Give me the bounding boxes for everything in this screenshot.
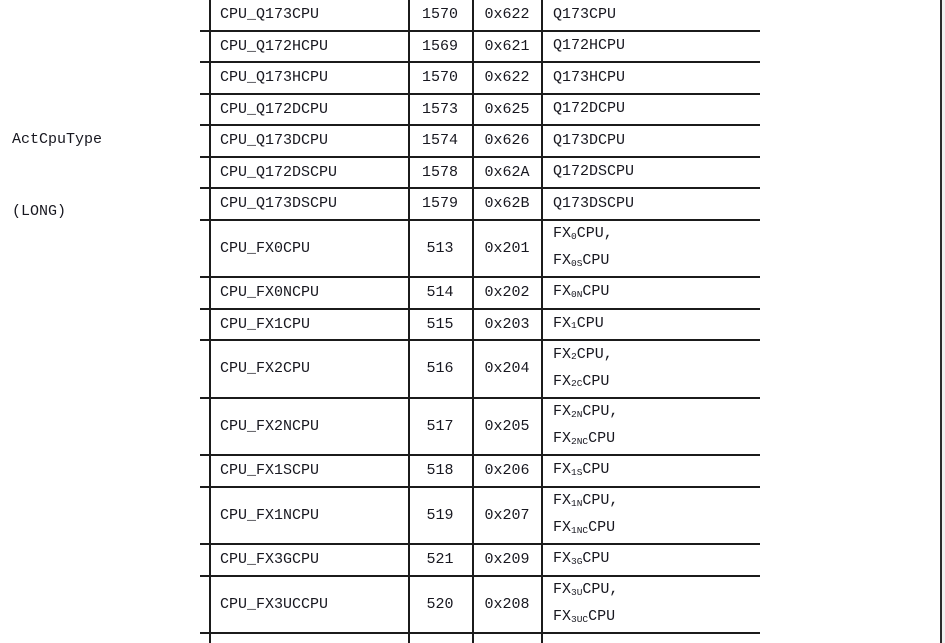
model-text: FX (553, 492, 572, 510)
cell-hex-value: 0x62B (484, 195, 530, 213)
subscript-text: 0N (571, 288, 583, 300)
cpu-description-line (553, 65, 625, 91)
model-text: FX (553, 345, 572, 363)
table-row (200, 488, 760, 546)
cell-cpu-description (542, 158, 760, 188)
subscript-text: 2C (571, 378, 583, 390)
cell-constant-name: CPU_FX1SCPU (220, 462, 320, 480)
cell-cpu-description (542, 278, 760, 308)
cell-hex-value: 0x621 (484, 37, 530, 55)
cell-hex-value: 0x622 (484, 69, 530, 87)
model-text: CPU (582, 372, 610, 390)
model-text: Q173DCPU (553, 131, 626, 149)
table-row (200, 310, 760, 342)
table-column-border (209, 0, 211, 643)
cell-decimal-value: 518 (426, 462, 454, 480)
cell-hex-value: 0x204 (484, 360, 530, 378)
cell-constant-name: CPU_Q172DCPU (220, 100, 329, 118)
model-text: CPU (576, 314, 604, 332)
model-text: FX (553, 403, 572, 421)
cell-decimal-value: 1569 (421, 37, 458, 55)
cell-hex-value: 0x206 (484, 462, 530, 480)
model-text: CPU (582, 283, 610, 301)
table-row (200, 456, 760, 488)
cell-constant-name: CPU_Q172DSCPU (220, 163, 338, 181)
subscript-text: 0S (571, 257, 583, 269)
cell-decimal-value: 519 (426, 506, 454, 524)
subscript-text: 3G (571, 555, 583, 567)
cell-hex-value: 0x625 (484, 100, 530, 118)
cell-constant-name: CPU_Q173DCPU (220, 132, 329, 150)
subscript-text: 3UC (571, 613, 589, 625)
subscript-text: 3U (571, 586, 583, 598)
cell-decimal-value: 516 (426, 360, 454, 378)
table-row (200, 545, 760, 577)
cell-decimal-value: 1574 (421, 132, 458, 150)
model-text: CPU (588, 608, 616, 626)
cell-decimal-value: 521 (426, 551, 454, 569)
cpu-description-line (553, 311, 604, 338)
table-row (200, 221, 760, 279)
subscript-text: 2NC (571, 435, 589, 447)
cell-hex-value: 0x203 (484, 315, 530, 333)
table-column-border (408, 0, 410, 643)
cell-constant-name: CPU_FX0NCPU (220, 284, 320, 302)
cpu-description-line (553, 279, 609, 306)
cell-decimal-value (408, 634, 472, 643)
table-row (200, 399, 760, 457)
cell-constant-name: CPU_FX2NCPU (220, 417, 320, 435)
cell-decimal-value: 1573 (421, 100, 458, 118)
model-text: CPU (582, 550, 610, 568)
cpu-description-line (553, 369, 609, 396)
cpu-description-line (553, 33, 625, 59)
property-label (12, 80, 102, 248)
cell-constant-name: CPU_Q173DSCPU (220, 195, 338, 213)
model-text: Q172DCPU (553, 100, 626, 118)
cpu-description-line (553, 426, 615, 453)
cpu-description-line (553, 2, 616, 28)
table-row (200, 126, 760, 158)
model-text: CPU (582, 461, 610, 479)
cell-hex-value: 0x626 (484, 132, 530, 150)
table-row (200, 341, 760, 399)
table-row (200, 278, 760, 310)
table-row (200, 63, 760, 95)
cpu-description-line (553, 128, 625, 154)
cell-hex-value: 0x209 (484, 551, 530, 569)
property-name: ActCpuType (12, 131, 103, 148)
cell-constant-name: CPU_FX3GCPU (220, 551, 320, 569)
cpu-type-table (200, 0, 760, 643)
model-text: Q172HCPU (553, 37, 626, 55)
subscript-text: 1N (571, 497, 583, 509)
cell-cpu-description (542, 545, 760, 575)
cpu-description-line (553, 191, 634, 217)
subscript-text: 1 (571, 320, 577, 332)
cell-decimal-value: 1578 (421, 163, 458, 181)
model-text: FX (553, 283, 572, 301)
cpu-description-line (553, 248, 609, 275)
table-column-border (472, 0, 474, 643)
subscript-text: 1NC (571, 524, 589, 536)
model-text: CPU, (582, 403, 619, 421)
cell-constant-name (200, 634, 408, 643)
model-text: FX (553, 430, 572, 448)
cpu-description-line (553, 488, 618, 515)
cell-hex-value: 0x62A (484, 163, 530, 181)
table-row (200, 158, 760, 190)
cell-constant-name: CPU_FX2CPU (220, 360, 311, 378)
cell-constant-name: CPU_Q173HCPU (220, 69, 329, 87)
cell-cpu-description (542, 634, 760, 643)
cell-decimal-value: 513 (426, 239, 454, 257)
model-text: FX (553, 314, 572, 332)
model-text: FX (553, 372, 572, 390)
model-text: CPU, (576, 225, 613, 243)
model-text: CPU, (582, 581, 619, 599)
cell-cpu-description (542, 63, 760, 93)
subscript-text: 2N (571, 408, 583, 420)
model-text: Q173HCPU (553, 68, 626, 86)
model-text: FX (553, 252, 572, 270)
model-text: FX (553, 608, 572, 626)
cell-constant-name: CPU_FX1CPU (220, 315, 311, 333)
cell-hex-value: 0x201 (484, 239, 530, 257)
model-text: CPU (582, 252, 610, 270)
cell-cpu-description (542, 456, 760, 486)
cpu-description-line (553, 604, 615, 631)
cpu-description-line (553, 457, 609, 484)
table-row-partial (200, 634, 760, 643)
cell-decimal-value: 515 (426, 315, 454, 333)
cell-decimal-value: 517 (426, 417, 454, 435)
subscript-text: 1S (571, 466, 583, 478)
cpu-description-line (553, 342, 613, 369)
cell-cpu-description (542, 32, 760, 62)
cell-hex-value: 0x207 (484, 506, 530, 524)
cell-constant-name: CPU_Q173CPU (220, 6, 320, 24)
table-row (200, 0, 760, 32)
cpu-description-line (553, 221, 613, 248)
cpu-description-line (553, 159, 634, 185)
table-column-border (541, 0, 543, 643)
table-row (200, 95, 760, 127)
property-type: (LONG) (12, 203, 67, 220)
model-text: CPU (588, 519, 616, 537)
model-text: FX (553, 550, 572, 568)
model-text: FX (553, 461, 572, 479)
cpu-description-line (553, 577, 618, 604)
cell-constant-name: CPU_FX3UCCPU (220, 595, 329, 613)
cell-constant-name: CPU_FX1NCPU (220, 506, 320, 524)
cell-cpu-description (542, 310, 760, 340)
table-row (200, 32, 760, 64)
model-text: FX (553, 225, 572, 243)
cell-hex-value: 0x205 (484, 417, 530, 435)
cell-decimal-value: 1570 (421, 69, 458, 87)
model-text: Q173DSCPU (553, 194, 635, 212)
cell-decimal-value: 1570 (421, 6, 458, 24)
cell-decimal-value: 520 (426, 595, 454, 613)
cell-hex-value (472, 634, 542, 643)
cell-cpu-description (542, 577, 760, 633)
model-text: Q172DSCPU (553, 163, 635, 181)
model-text: Q173CPU (553, 5, 617, 23)
model-text: CPU, (582, 492, 619, 510)
cpu-description-line (553, 96, 625, 122)
subscript-text: 0 (571, 230, 577, 242)
subscript-text: 2 (571, 351, 577, 363)
cell-decimal-value: 514 (426, 284, 454, 302)
table-row (200, 577, 760, 635)
cpu-description-line (553, 515, 615, 542)
table-row (200, 189, 760, 221)
cell-cpu-description (542, 341, 760, 397)
model-text: CPU (588, 430, 616, 448)
cell-cpu-description (542, 0, 760, 30)
cell-decimal-value: 1579 (421, 195, 458, 213)
cell-cpu-description (542, 189, 760, 219)
cell-hex-value: 0x622 (484, 6, 530, 24)
cell-hex-value: 0x202 (484, 284, 530, 302)
model-text: CPU, (576, 345, 613, 363)
cell-constant-name: CPU_Q172HCPU (220, 37, 329, 55)
cell-cpu-description (542, 488, 760, 544)
cell-cpu-description (542, 126, 760, 156)
cell-cpu-description (542, 399, 760, 455)
cell-hex-value: 0x208 (484, 595, 530, 613)
cpu-description-line (553, 546, 609, 573)
model-text: FX (553, 581, 572, 599)
cell-cpu-description (542, 95, 760, 125)
cell-cpu-description (542, 221, 760, 277)
cell-constant-name: CPU_FX0CPU (220, 239, 311, 257)
model-text: FX (553, 519, 572, 537)
cpu-description-line (553, 399, 618, 426)
